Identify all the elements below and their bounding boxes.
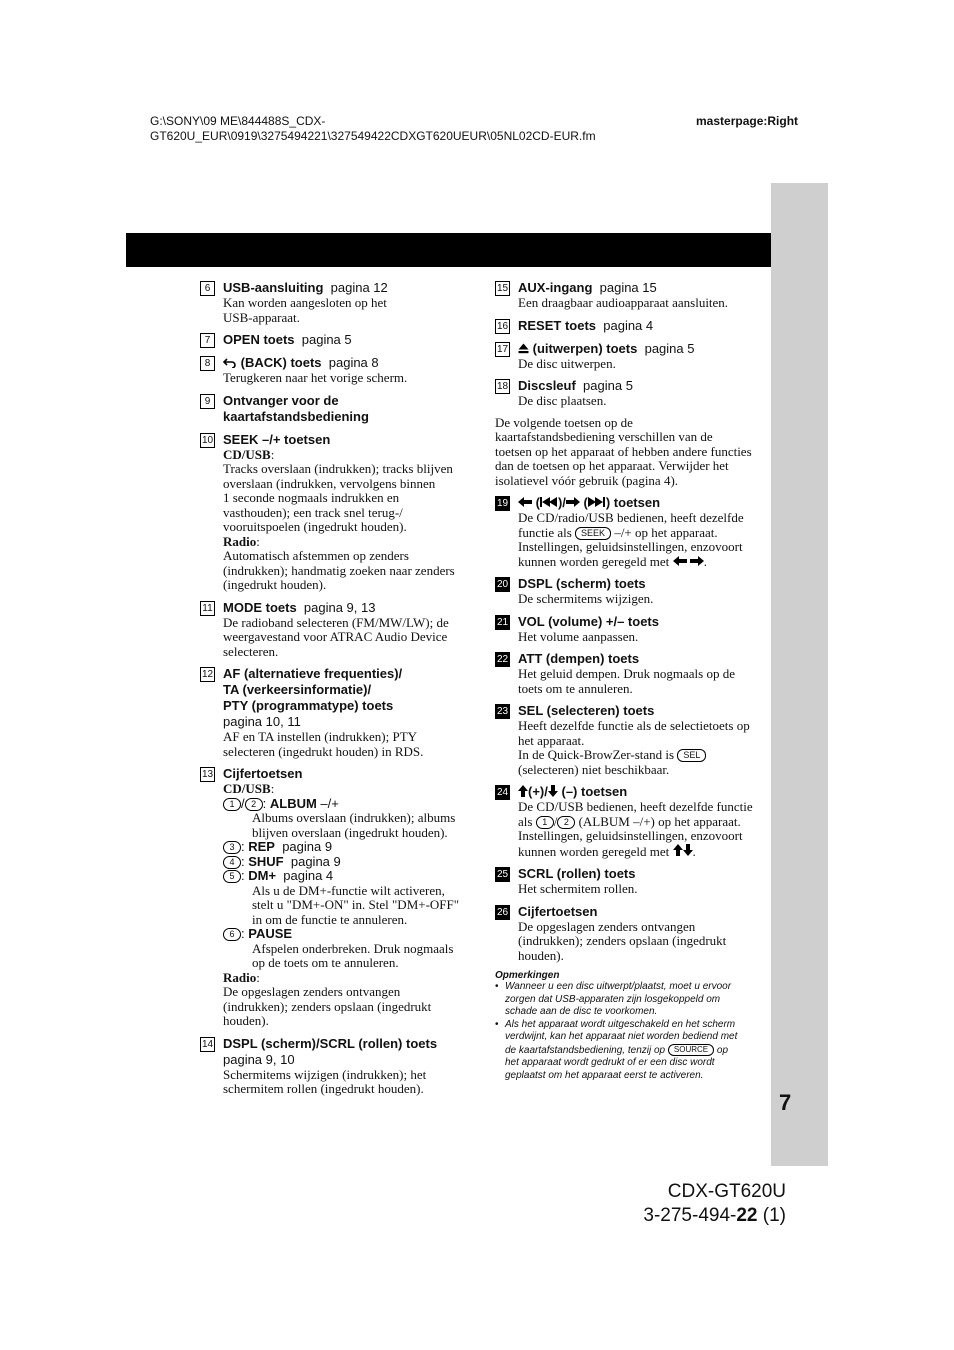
item-number: 12 [201, 669, 214, 680]
item-number: 19 [496, 498, 509, 509]
item-15 [495, 280, 763, 311]
item-number: 13 [201, 769, 214, 780]
note-item [495, 1019, 763, 1083]
item-title: Discsleuf [518, 378, 576, 393]
page-ref: pagina 9 [290, 853, 341, 869]
item-desc: functie als [518, 524, 572, 540]
item-desc: houden). [223, 1013, 269, 1028]
side-tab [771, 183, 828, 1166]
page-ref: pagina 5 [644, 340, 695, 356]
item-title: ATT (dempen) toets [518, 651, 640, 666]
item-desc: De disc plaatsen. [518, 393, 607, 408]
footer-model-code [600, 1180, 786, 1228]
item-desc: Automatisch afstemmen op zenders [223, 548, 409, 563]
item-desc: selecteren. [223, 643, 279, 659]
item-number: 10 [201, 434, 214, 446]
item-23 [495, 703, 763, 777]
item-title: TA (verkeersinformatie)/ [223, 682, 372, 697]
key-1-icon: 1 [536, 816, 554, 829]
notes-heading: Opmerkingen [495, 970, 560, 981]
item-11 [200, 600, 468, 660]
note-line: geplaatst om het apparaat eerst te activeren. [505, 1069, 704, 1081]
item-desc: toets om te annuleren. [518, 680, 633, 696]
note-line: de kaartafstandsbediening, tenzij op [505, 1044, 666, 1056]
page-ref: pagina 9, 10 [223, 1051, 295, 1067]
item-desc: kunnen worden geregeld met [518, 553, 670, 569]
item-number: 15 [496, 283, 509, 294]
item-desc: blijven overslaan (ingedrukt houden). [252, 824, 448, 840]
item-desc: USB-apparaat. [223, 309, 300, 325]
key-3-icon: 3 [223, 841, 241, 854]
page-ref: pagina 4 [283, 868, 334, 883]
item-desc: Heeft dezelfde functie als de selectietoets op [518, 718, 750, 733]
item-number: 8 [200, 356, 215, 371]
key-4-icon: 4 [223, 856, 241, 869]
function-label: SHUF [248, 853, 284, 869]
item-desc: vooruitspoelen (ingedrukt houden). [223, 519, 407, 534]
item-desc: Een draagbaar audioapparaat aansluiten. [518, 295, 729, 310]
item-desc: (ALBUM –/+) op het apparaat. [575, 813, 741, 829]
item-number: 6 [200, 281, 215, 296]
item-desc: Schermitems wijzigen (indrukken); het [223, 1066, 427, 1082]
part-code-bold: 22 [736, 1205, 758, 1226]
arrow-down-icon [683, 844, 693, 856]
key-2-icon: 2 [245, 798, 263, 811]
item-19: 19 ( )/ ( ) toetsen De CD/radio/USB bedienen, heeft dezelfde functie als SEEK –/+ op het apparaat. Instellingen, geluidsinstellingen, enzovoort kunnen worden geregeld met . [495, 495, 763, 569]
item-desc: (indrukken); zenders opslaan (ingedrukt [223, 998, 432, 1014]
item-22 [495, 651, 763, 696]
note-line: Als het apparaat wordt uitgeschakeld en het scherm [505, 1018, 736, 1030]
item-title: (uitwerpen) toets [532, 340, 638, 356]
item-number: 26 [496, 906, 509, 918]
item-desc: –/+ op het apparaat. [611, 524, 718, 540]
item-number: 14 [201, 1038, 214, 1050]
item-12 [200, 666, 468, 759]
page-number: 7 [779, 1090, 792, 1115]
item-title: SEEK –/+ toetsen [223, 431, 331, 447]
function-label: REP [248, 839, 275, 854]
item-desc: Albums overslaan (indrukken); albums [252, 810, 456, 825]
item-title: USB-aansluiting [223, 280, 324, 295]
item-25 [495, 866, 763, 897]
item-desc: Tracks overslaan (indrukken); tracks blijven [223, 461, 453, 476]
page-ref: pagina 10, 11 [223, 714, 301, 729]
notes-section [495, 970, 763, 1082]
item-title: OPEN toets [223, 332, 295, 347]
file-path-line-2: GT620U_EUR\0919\3275494221\327549422CDXGT620UEUR\05NL02CD-EUR.fm [150, 129, 596, 143]
item-17 [495, 341, 763, 372]
paragraph-line: kaartafstandsbediening verschillen van de [495, 429, 713, 444]
item-desc: Als u de DM+-functie wilt activeren, [252, 882, 445, 898]
item-desc: het apparaat. [518, 732, 585, 748]
masterpage-label: masterpage:Right [696, 114, 799, 128]
item-desc: vasthouden); een track snel terug-/ [223, 504, 403, 520]
mode-label: CD/USB [223, 781, 271, 796]
note-item [495, 981, 763, 1019]
function-label: ALBUM [269, 795, 317, 811]
item-26 [495, 904, 763, 964]
item-desc: (ingedrukt houden). [223, 577, 327, 592]
arrow-left-icon [673, 556, 687, 566]
item-number: 25 [496, 869, 509, 880]
remote-intro-paragraph [495, 416, 763, 489]
page-ref: pagina 5 [583, 378, 633, 393]
item-desc: stelt u "DM+-ON" in. Stel "DM+-OFF" [252, 897, 460, 912]
item-desc: De opgeslagen zenders ontvangen [518, 918, 696, 934]
item-desc: (indrukken); handmatig zoeken naar zenders [223, 562, 455, 578]
seek-key-icon: SEEK [575, 527, 611, 540]
right-column [495, 280, 763, 1082]
item-10: 10 SEEK –/+ toetsen CD/USB: Tracks overslaan (indrukken); tracks blijven overslaan (indrukken, vervolgens binnen 1 seconde nogmaals indrukken en vasthouden); een track snel terug-/ vooruitspoelen (ingedrukt houden). Radio: Automatisch afstemmen op zenders (indrukken); handmatig zoeken naar zenders (ingedrukt houden). [200, 432, 468, 593]
item-14 [200, 1036, 468, 1097]
key-5-icon: 5 [223, 870, 241, 883]
item-title: (BACK) toets [240, 355, 322, 370]
item-desc: De CD/radio/USB bedienen, heeft dezelfde [518, 510, 744, 525]
page-ref: pagina 15 [599, 280, 657, 295]
item-24: 24 (+)/ (–) toetsen De CD/USB bedienen, heeft dezelfde functie als 1 / 2 (ALBUM –/+) op het apparaat. Instellingen, geluidsinstellingen, enzovoort kunnen worden geregeld met . [495, 784, 763, 859]
item-desc: (indrukken); zenders opslaan (ingedrukt [518, 933, 727, 948]
function-suffix: –/+ [316, 795, 339, 811]
item-number: 11 [200, 601, 215, 616]
item-21 [495, 614, 763, 645]
item-desc: Instellingen, geluidsinstellingen, enzovoort [518, 539, 743, 554]
item-desc: houden). [518, 947, 564, 963]
item-desc: weergavestand voor ATRAC Audio Device [223, 629, 448, 644]
item-desc: 1 seconde nogmaals indrukken en [223, 490, 400, 505]
part-code-suffix: (1) [757, 1205, 786, 1226]
item-desc: De disc uitwerpen. [518, 355, 616, 371]
item-desc: selecteren (ingedrukt houden) in RDS. [223, 743, 424, 759]
item-13: 13 Cijfertoetsen CD/USB: 1 / 2 : ALBUM –/+ Albums overslaan (indrukken); albums blijven overslaan (ingedrukt houden). 3 : REP pagina 9 4 : SHUF pagina 9 5 : DM+ pagina 4 Als u de DM+-functie wilt activeren, stelt u "DM+-ON" in. Stel "DM+-OFF" in om de functie te annuleren. 6 : PAUSE Afspelen onderbreken. Druk nogmaals op de toets om te annuleren. Radio: De opgeslagen zenders ontvangen (indrukken); zenders opslaan (ingedrukt houden). [200, 766, 468, 1029]
item-16 [495, 318, 763, 334]
arrow-down-icon [548, 785, 558, 797]
item-desc: (selecteren) niet beschikbaar. [518, 761, 670, 777]
item-7 [200, 332, 468, 348]
item-title: Cijfertoetsen [518, 903, 598, 919]
item-8 [200, 355, 468, 386]
item-number: 22 [496, 654, 509, 665]
eject-icon [518, 343, 529, 354]
previous-track-icon [540, 497, 558, 507]
sel-key-icon: SEL [677, 749, 706, 762]
mode-label: Radio [223, 969, 257, 985]
item-number: 17 [496, 343, 509, 355]
page-ref: pagina 8 [328, 355, 379, 370]
item-9 [200, 393, 468, 425]
item-number: 16 [496, 320, 509, 332]
item-number: 18 [496, 381, 509, 392]
paragraph-line: De volgende toetsen op de [495, 414, 633, 430]
item-desc: Instellingen, geluidsinstellingen, enzovoort [518, 828, 743, 843]
note-line: het apparaat wordt gedrukt of er een disc wordt [505, 1057, 715, 1068]
page-ref: pagina 12 [330, 280, 388, 295]
page-ref: pagina 9, 13 [303, 599, 376, 615]
item-desc: als [518, 813, 533, 829]
file-path-header [150, 114, 650, 144]
item-desc: Kan worden aangesloten op het [223, 295, 387, 310]
key-6-icon: 6 [223, 928, 241, 941]
paragraph-line: toetsen op het apparaat of hebben andere functies [495, 443, 752, 459]
item-title: VOL (volume) +/– toets [518, 613, 659, 629]
item-number: 20 [496, 579, 509, 590]
item-title: SEL (selecteren) toets [518, 703, 655, 718]
item-desc: In de Quick-BrowZer-stand is [518, 747, 675, 762]
item-desc: Afspelen onderbreken. Druk nogmaals [252, 940, 454, 956]
key-2-icon: 2 [557, 816, 575, 829]
item-18 [495, 378, 763, 409]
note-line: schade aan de disc te voorkomen. [505, 1006, 658, 1017]
arrow-up-icon [673, 844, 683, 856]
bullet: • [495, 981, 499, 992]
item-number: 23 [496, 706, 509, 717]
item-title: DSPL (scherm)/SCRL (rollen) toets [223, 1035, 438, 1051]
item-desc: kunnen worden geregeld met [518, 843, 670, 859]
item-title: RESET toets [518, 317, 597, 333]
item-title: AUX-ingang [518, 280, 593, 295]
mode-label: Radio [223, 533, 257, 549]
item-desc: in om de functie te annuleren. [252, 911, 408, 927]
item-desc: overslaan (indrukken, vervolgens binnen [223, 475, 436, 491]
item-title: Cijfertoetsen [223, 766, 303, 781]
item-number: 24 [496, 787, 509, 798]
item-desc: schermitem rollen (ingedrukt houden). [223, 1081, 424, 1096]
mode-label: CD/USB [223, 446, 271, 462]
paragraph-line: dan de toetsen op het apparaat. Verwijder het [495, 458, 729, 473]
part-code: 3-275-494- [643, 1205, 737, 1226]
item-desc: op de toets om te annuleren. [252, 955, 399, 970]
function-label: PAUSE [248, 926, 293, 941]
item-desc: Terugkeren naar het vorige scherm. [223, 370, 408, 385]
item-desc: De opgeslagen zenders ontvangen [223, 984, 401, 999]
item-number: 9 [200, 394, 215, 409]
item-title: Ontvanger voor de [223, 392, 339, 408]
arrow-right-icon [690, 556, 704, 566]
item-desc: Het schermitem rollen. [518, 881, 638, 896]
arrow-up-icon [518, 785, 528, 797]
note-line: Wanneer u een disc uitwerpt/plaatst, moet u ervoor [505, 981, 732, 992]
item-title: ) toetsen [605, 495, 661, 510]
item-20 [495, 576, 763, 607]
paragraph-line: isolatievel vóór gebruik (pagina 4). [495, 472, 679, 488]
note-line: op [714, 1044, 729, 1056]
item-desc: AF en TA instellen (indrukken); PTY [223, 729, 418, 744]
source-key-icon: SOURCE [668, 1044, 714, 1056]
item-6 [200, 280, 468, 325]
item-number: 21 [496, 616, 509, 628]
page-ref: pagina 9 [282, 839, 333, 854]
item-title: AF (alternatieve frequenties)/ [223, 666, 403, 681]
page-ref: pagina 4 [603, 317, 654, 333]
item-title: kaartafstandsbediening [223, 408, 369, 424]
arrow-left-icon [518, 497, 532, 507]
back-arrow-icon [223, 357, 237, 368]
key-1-icon: 1 [223, 798, 241, 811]
item-desc: Het volume aanpassen. [518, 628, 639, 644]
arrow-right-icon [566, 497, 580, 507]
model-name: CDX-GT620U [667, 1181, 786, 1202]
item-desc: Het geluid dempen. Druk nogmaals op de [518, 666, 735, 681]
left-column [200, 280, 468, 1104]
item-title: DSPL (scherm) toets [518, 576, 646, 591]
item-desc: De radioband selecteren (FM/MW/LW); de [223, 614, 449, 630]
header-bar [126, 233, 771, 267]
next-track-icon [588, 497, 606, 507]
item-title: (+)/ [528, 784, 548, 799]
file-path-line-1: G:\SONY\09 ME\844488S_CDX- [150, 114, 326, 128]
function-label: DM+ [248, 868, 277, 883]
item-title: MODE toets [223, 599, 297, 615]
bullet: • [495, 1018, 499, 1030]
item-title: PTY (programmatype) toets [223, 698, 394, 713]
page-ref: pagina 5 [301, 332, 352, 347]
item-title: SCRL (rollen) toets [518, 866, 636, 881]
item-desc: De CD/USB bedienen, heeft dezelfde functie [518, 799, 753, 814]
item-number: 7 [200, 333, 215, 348]
item-desc: De schermitems wijzigen. [518, 591, 654, 606]
note-line: zorgen dat USB-apparaten zijn losgekoppeld om [505, 993, 721, 1005]
item-title: (–) toetsen [561, 784, 628, 799]
note-line: verdwijnt, kan het apparaat niet worden bediend met [505, 1031, 738, 1042]
